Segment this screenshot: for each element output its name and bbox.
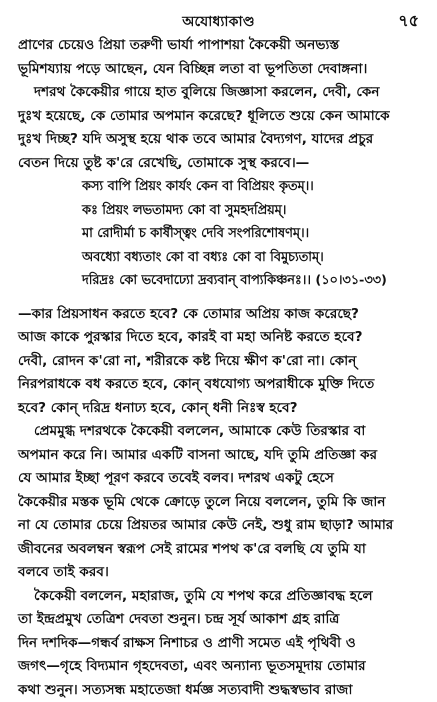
text-line: আজ কাকে পুরস্কার দিতে হবে, কারই বা মহা অনিষ্ট করতে হবে? [18,329,363,346]
text-line: দুঃখ হয়েছে, কে তোমার অপমান করেছে? ধূলিতে শুয়ে কেন আমাকে [18,107,390,124]
verse-line: কঃ প্রিয়ং লভতামদ্য কো বা সুমহদপ্রিয়ম্‌। [82,202,287,218]
text-line: দেবী, রোদন ক'রো না, শরীরকে কষ্ট দিয়ে ক্ষীণ ক'রো না। কোন্‌ [18,352,357,369]
text-line: প্রেমমুগ্ধ দশরথকে কৈকেয়ী বললেন, আমাকে কেউ তিরস্কার বা [34,423,366,440]
sanskrit-verse [82,175,419,293]
text-line: তা ইন্দ্রপ্রমুখ তেত্রিশ দেবতা শুনুন। চন্দ্র সূর্য আকাশ গ্রহ রাত্রি [18,611,340,628]
text-line: কথা শুনুন। সত্যসন্ধ মহাতেজা ধর্মজ্ঞ সত্যবাদী শুদ্ধস্বভাব রাজা [18,681,353,698]
paragraph-5 [18,585,419,702]
verse-line: কস্য বাপি প্রিয়ং কার্যং কেন বা বিপ্রিয়ং কৃতম্‌।। [82,179,314,194]
text-line: বেতন দিয়ে তুষ্ট ক'রে রেখেছি, তোমাকে সুস্থ করবে।— [18,154,310,171]
text-line: দশরথ কৈকেয়ীর গায়ে হাত বুলিয়ে জিজ্ঞাসা করলেন, দেবী, কেন [34,84,380,100]
text-line: নিরপরাধকে বধ করতে হবে, কোন্‌ বধযোগ্য অপরাধীকে মুক্তি দিতে [18,376,375,393]
text-line: যে আমার ইচ্ছা পূরণ করবে তবেই বলব। দশরথ একটু হেসে [18,470,334,487]
paragraph-3 [18,303,419,421]
verse-line: মা রোদীর্মা চ কার্ষীস্ত্বং দেবি সংপরিশোষণম্‌।। [82,226,310,242]
running-title: অযোধ্যাকাণ্ড [182,14,255,30]
text-line: না যে তোমার চেয়ে প্রিয়তর আমার কেউ নেই, শুধু রাম ছাড়া? আমার [18,517,394,534]
text-line: কৈকেয়ীর মস্তক ভূমি থেকে ক্রোড়ে তুলে নিয়ে বললেন, তুমি কি জান [18,493,386,510]
text-line: জগৎ—গৃহে বিদ্যমান গৃহদেবতা, এবং অন্যান্য ভূতসমূদায় তোমার [18,658,366,675]
text-line: অপমান করে নি। আমার একটি বাসনা আছে, যদি তুমি প্রতিজ্ঞা কর [18,446,378,463]
text-line: ভূমিশয্যায় পড়ে আছেন, যেন বিচ্ছিন্ন লতা বা ভূপতিতা দেবাঙ্গনা। [18,60,368,77]
spacer [18,293,419,303]
text-line: দিন দশদিক—গন্ধর্ব রাক্ষস নিশাচর ও প্রাণী সমেত এই পৃথিবী ও [18,634,356,651]
text-line: —কার প্রিয়সাধন করতে হবে? কে তোমার অপ্রিয় কাজ করেছে? [18,305,359,322]
verse-line: দরিদ্রঃ কো ভবেদাঢ্যো দ্রব্যবান্‌ বাপ্যকিঞ্চনঃ।। (১০।৩১-৩৩) [82,273,387,289]
page-number: ৭৫ [398,11,419,30]
text-line: হবে? কোন্‌ দরিদ্র ধনাঢ্য হবে, কোন্‌ ধনী নিঃস্ব হবে? [18,399,298,416]
page-header [18,8,419,34]
text-line: প্রাণের চেয়েও প্রিয়া তরুণী ভার্যা পাপাশয়া কৈকেয়ী অনভ্যস্ত [18,37,340,53]
text-line: বলবে তাই করব। [18,564,109,581]
paragraph-4 [18,420,419,585]
text-line: কৈকেয়ী বললেন, মহারাজ, তুমি যে শপথ করে প্রতিজ্ঞাবদ্ধ হলে [34,587,373,604]
text-line: দুঃখ দিচ্ছ? যদি অসুস্থ হয়ে থাক তবে আমার বৈদ্যগণ, যাদের প্রচুর [18,131,374,147]
paragraph-2 [18,81,419,175]
verse-line: অবধ্যো বধ্যতাং কো বা বধ্যঃ কো বা বিমুচ্যতাম্‌। [82,249,324,265]
text-line: জীবনের অবলম্বন স্বরূপ সেই রামের শপথ ক'রে বলছি যে তুমি যা [18,540,366,557]
paragraph-1 [18,34,419,81]
